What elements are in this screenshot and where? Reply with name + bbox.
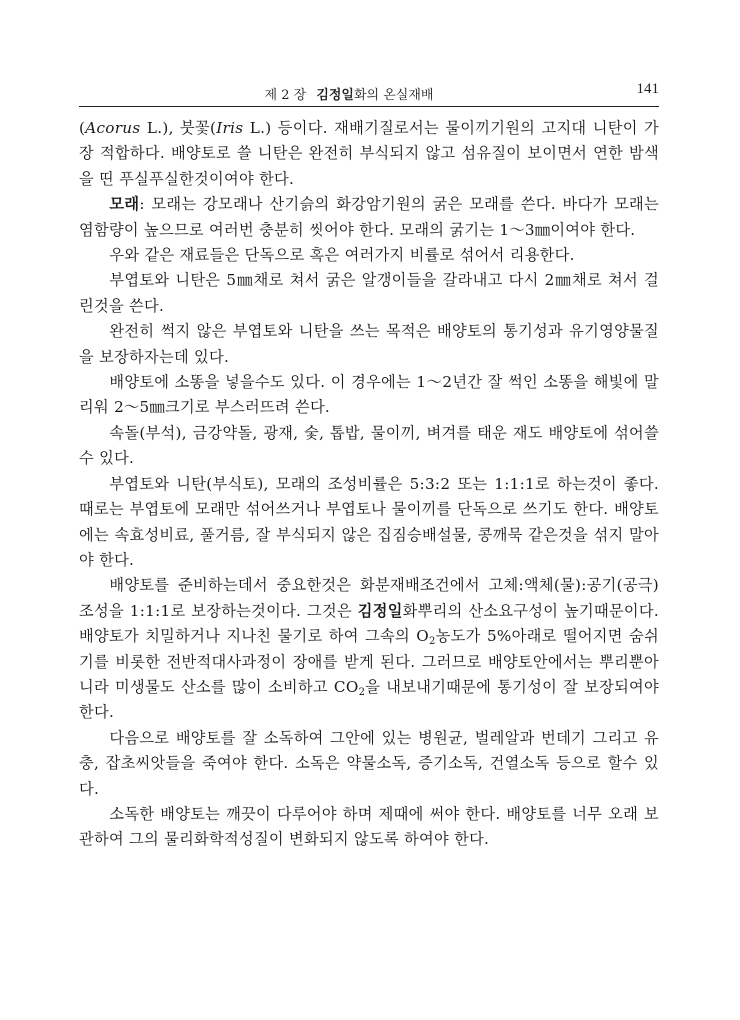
header-divider bbox=[79, 106, 659, 107]
text-run: 소독한 배양토는 깨끗이 다루어야 하며 제때에 써야 한다. 배양토를 너무 오래 보관하여 그의 물리화학적성질이 변화되지 않도록 하여야 한다. bbox=[79, 804, 659, 849]
italic-text: Iris bbox=[216, 119, 244, 137]
text-run: 완전히 썩지 않은 부엽토와 니탄을 쓰는 목적은 배양토의 통기성과 유기영양물질을 보장하자는데 있다. bbox=[79, 322, 659, 366]
page-number: 141 bbox=[636, 81, 659, 97]
subscript: 2 bbox=[429, 636, 436, 648]
text-run: 배양토를 준비하는데서 중요한것은 화분재배조건에서 고체:액체(물):공기(공극)조성을 1:1:1로 보장하는것이다. 그것은 bbox=[79, 576, 659, 620]
text-run: 부엽토와 니탄은 5㎜채로 쳐서 굵은 알갱이들을 갈라내고 다시 2㎜채로 쳐서 걸린것을 쓴다. bbox=[79, 271, 659, 315]
chapter-title-rest: 화의 온실재배 bbox=[354, 88, 434, 103]
text-run: 농도가 5%아래로 떨어지면 숨쉬기를 비롯한 전반적대사과정이 장애를 받게 된다. 그러므로 배양토안에서는 뿌리뿐아니라 미생물도 산소를 많이 소비하고 CO bbox=[79, 627, 659, 696]
text-run: 화뿌리의 산소요구성이 높기때문이다. 배양토가 치밀하거나 지나친 물기로 하여 그속의 O bbox=[79, 601, 659, 646]
text-run: 을 내보내기때문에 통기성이 잘 보장되여야 한다. bbox=[79, 677, 659, 722]
paragraph bbox=[79, 319, 659, 370]
paragraph bbox=[79, 472, 659, 574]
paragraph bbox=[79, 802, 659, 853]
chapter-title bbox=[79, 84, 619, 103]
paragraph bbox=[79, 268, 659, 319]
body-text bbox=[79, 116, 659, 853]
text-run: L.) 등이다. 재배기질로서는 물이끼기원의 고지대 니탄이 가장 적합하다. 배양토로 쓸 니탄은 완전히 부식되지 않고 섬유질이 보이면서 연한 밤색을 띤 푸실푸실한것이여야 한다. bbox=[79, 119, 659, 188]
text-run: L.), 붓꽃( bbox=[140, 119, 217, 137]
italic-text: Acorus bbox=[85, 119, 141, 137]
text-run: ( bbox=[79, 119, 86, 137]
text-run: 부엽토와 니탄(부식토), 모래의 조성비률은 5:3:2 또는 1:1:1로 하는것이 좋다. 때로는 부엽토에 모래만 섞어쓰거나 부엽토나 물이끼를 단독으로 쓰기도 한다. 배양토에는 속효성비료, 풀거름, 잘 부식되지 않은 집짐승배설물, 콩깨묵 같은것을 섞지 말아야 한다. bbox=[79, 474, 659, 569]
text-run: 배양토에 소똥을 넣을수도 있다. 이 경우에는 1～2년간 잘 썩인 소똥을 해빛에 말리워 2～5㎜크기로 부스러뜨려 쓴다. bbox=[79, 373, 659, 417]
chapter-number: 제 2 장 bbox=[264, 88, 307, 103]
paragraph bbox=[79, 116, 659, 192]
running-header bbox=[79, 78, 659, 106]
text-run: 다음으로 배양토를 잘 소독하여 그안에 있는 병원균, 벌레알과 번데기 그리고 유충, 잡초씨앗들을 죽여야 한다. 소독은 약물소독, 증기소독, 건열소독 등으로 할수 있다. bbox=[79, 728, 659, 798]
text-run: 우와 같은 재료들은 단독으로 혹은 여러가지 비률로 섞어서 리용한다. bbox=[109, 246, 575, 265]
paragraph bbox=[79, 192, 659, 243]
text-run: 속돌(부석), 금강약돌, 광재, 숯, 톱밥, 물이끼, 벼겨를 태운 재도 배양토에 섞어쓸수 있다. bbox=[79, 423, 659, 468]
paragraph bbox=[79, 243, 659, 268]
paragraph bbox=[79, 370, 659, 421]
paragraph bbox=[79, 573, 659, 725]
subscript: 2 bbox=[358, 686, 366, 698]
paragraph bbox=[79, 421, 659, 472]
bold-text: 모래 bbox=[109, 195, 140, 214]
text-run: : 모래는 강모래나 산기슭의 화강암기원의 굵은 모래를 쓴다. 바다가 모래는 염함량이 높으므로 여러번 충분히 씻어야 한다. 모래의 굵기는 1～3㎜이여야 한다. bbox=[79, 195, 659, 239]
paragraph bbox=[79, 726, 659, 802]
bold-text: 김정일 bbox=[357, 601, 403, 620]
chapter-title-bold: 김정일 bbox=[316, 88, 354, 103]
